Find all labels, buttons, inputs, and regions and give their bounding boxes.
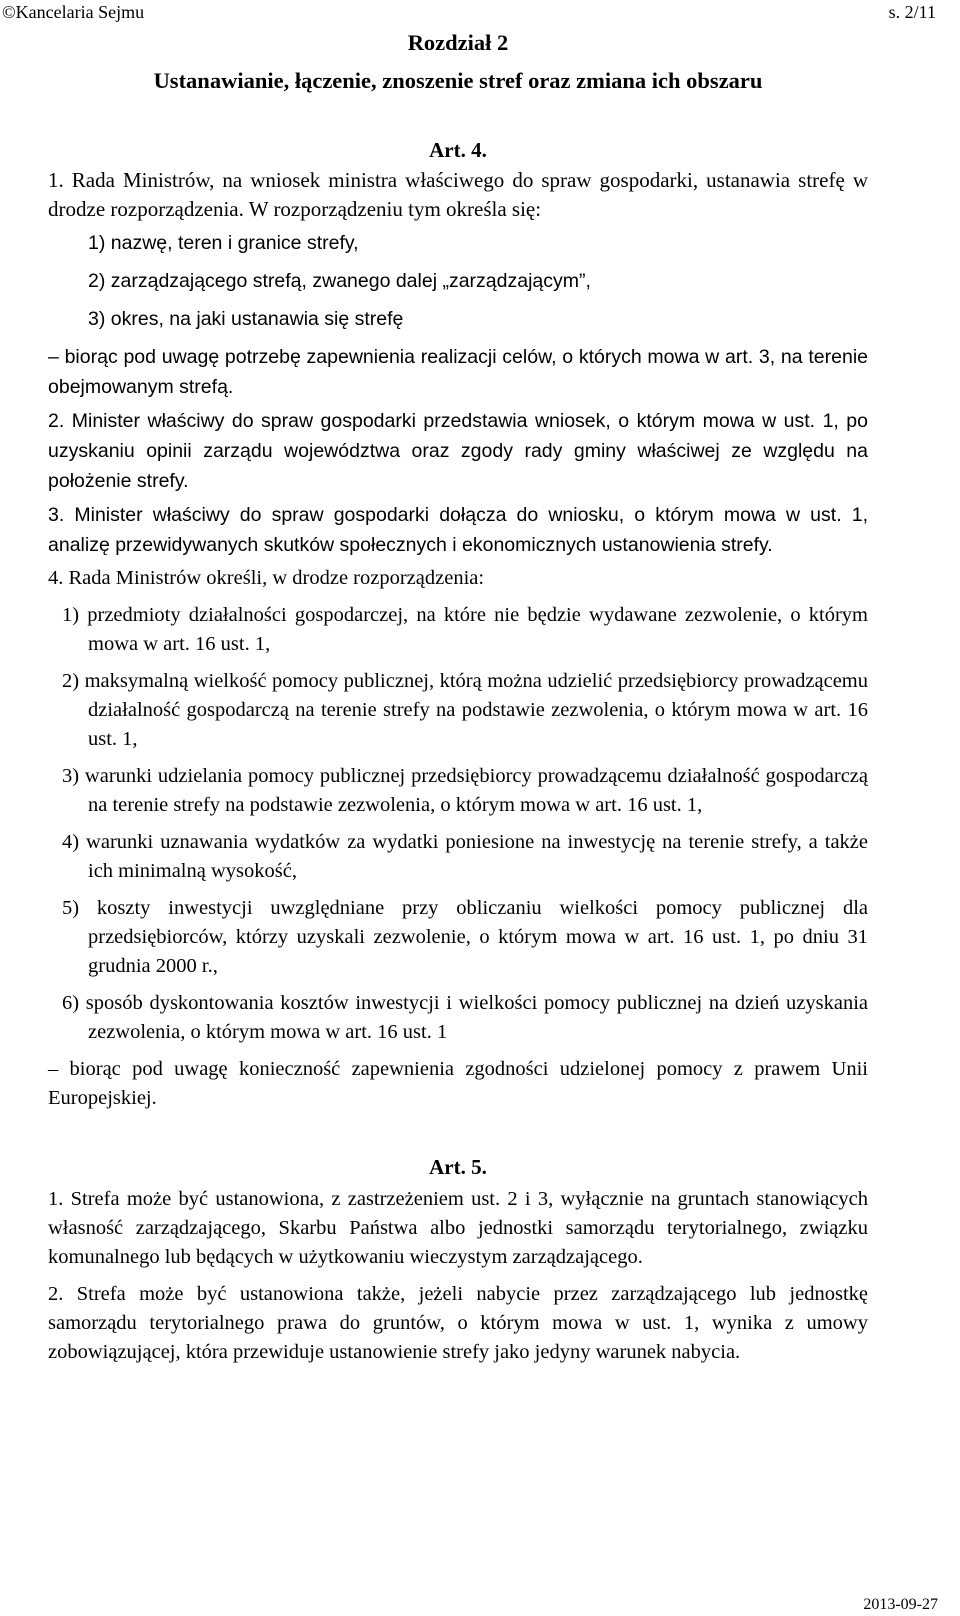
art4-ust1-text <box>48 166 868 224</box>
chapter-number: Rozdział 2 <box>407 30 509 55</box>
page-number: s. 2/11 <box>888 2 936 22</box>
document-body <box>48 28 868 1367</box>
art4-ust1-point-3: 3) okres, na jaki ustanawia się strefę <box>88 308 404 330</box>
document-date: 2013-09-27 <box>863 1596 938 1613</box>
art4-ust2: 2. Minister właściwy do spraw gospodarki przedstawia wniosek, o którym mowa w ust. 1, po uzyskaniu opinii zarządu województwa oraz zgody rady gminy właściwej ze względu na położenie strefy. <box>48 410 868 492</box>
art4-ust4-point-5: 5) koszty inwestycji uwzględniane przy obliczaniu wielkości pomocy publicznej dla przedsiębiorców, którzy uzyskali zezwolenie, o którym mowa w art. 16 ust. 1, po dniu 31 grudnia 2000 r., <box>62 897 868 977</box>
art4-ust3: 3. Minister właściwy do spraw gospodarki dołącza do wniosku, o którym mowa w ust. 1, analizę przewidywanych skutków społecznych i ekonomicznych ustanowienia strefy. <box>48 504 868 556</box>
art4-ust4-tail: – biorąc pod uwagę konieczność zapewnienia zgodności udzielonej pomocy z prawem Unii Europejskiej. <box>48 1058 868 1109</box>
art5-ust1: 1. Strefa może być ustanowiona, z zastrzeżeniem ust. 2 i 3, wyłącznie na gruntach stanowiących własność zarządzającego, Skarbu Państwa albo jednostki samorządu terytorialnego, związku komunalnego lub będących w użytkowaniu wieczystym zarządzającego. <box>48 1188 868 1268</box>
art4-ust4-point-6: 6) sposób dyskontowania kosztów inwestycji i wielkości pomocy publicznej na dzień uzyskania zezwolenia, o którym mowa w art. 16 ust. 1 <box>62 992 868 1043</box>
copyright-text: ©Kancelaria Sejmu <box>2 2 145 22</box>
art4-ust4-point-3: 3) warunki udzielania pomocy publicznej przedsiębiorcy prowadzącemu działalność gospodarczą na terenie strefy na podstawie zezwolenia, o którym mowa w art. 16 ust. 1, <box>62 765 868 816</box>
art4-ust1-point-1: 1) nazwę, teren i granice strefy, <box>88 232 359 254</box>
article-5-title: Art. 5. <box>429 1155 487 1179</box>
art4-ust4-point-1: 1) przedmioty działalności gospodarczej, na które nie będzie wydawane zezwolenie, o którym mowa w art. 16 ust. 1, <box>62 604 868 655</box>
art4-ust4-point-2: 2) maksymalną wielkość pomocy publicznej, którą można udzielić przedsiębiorcy prowadzącemu działalność gospodarczą na terenie strefy na podstawie zezwolenia, o którym mowa w art. 16 ust. 1, <box>62 670 868 750</box>
page-header <box>0 0 960 26</box>
art4-ust1-point-2: 2) zarządzającego strefą, zwanego dalej „zarządzającym”, <box>88 270 591 292</box>
article-4-title: Art. 4. <box>429 138 487 162</box>
art4-ust4-point-4: 4) warunki uznawania wydatków za wydatki poniesione na inwestycję na terenie strefy, a także ich minimalną wysokość, <box>62 831 868 882</box>
art4-ust1: 1. Rada Ministrów, na wniosek ministra właściwego do spraw gospodarki, ustanawia strefę w drodze rozporządzenia. W rozporządzeniu tym określa się: <box>48 168 868 221</box>
chapter-title: Ustanawianie, łączenie, znoszenie stref oraz zmiana ich obszaru <box>153 68 763 93</box>
art5-ust2: 2. Strefa może być ustanowiona także, jeżeli nabycie przez zarządzającego lub jednostkę samorządu terytorialnego prawa do gruntów, o którym mowa w ust. 1, wynika z umowy zobowiązującej, która przewiduje ustanowienie strefy jako jedyny warunek nabycia. <box>48 1283 868 1363</box>
art4-ust1-tail: – biorąc pod uwagę potrzebę zapewnienia realizacji celów, o których mowa w art. 3, na terenie obejmowanym strefą. <box>48 346 868 398</box>
art4-ust4: 4. Rada Ministrów określi, w drodze rozporządzenia: <box>48 567 485 589</box>
